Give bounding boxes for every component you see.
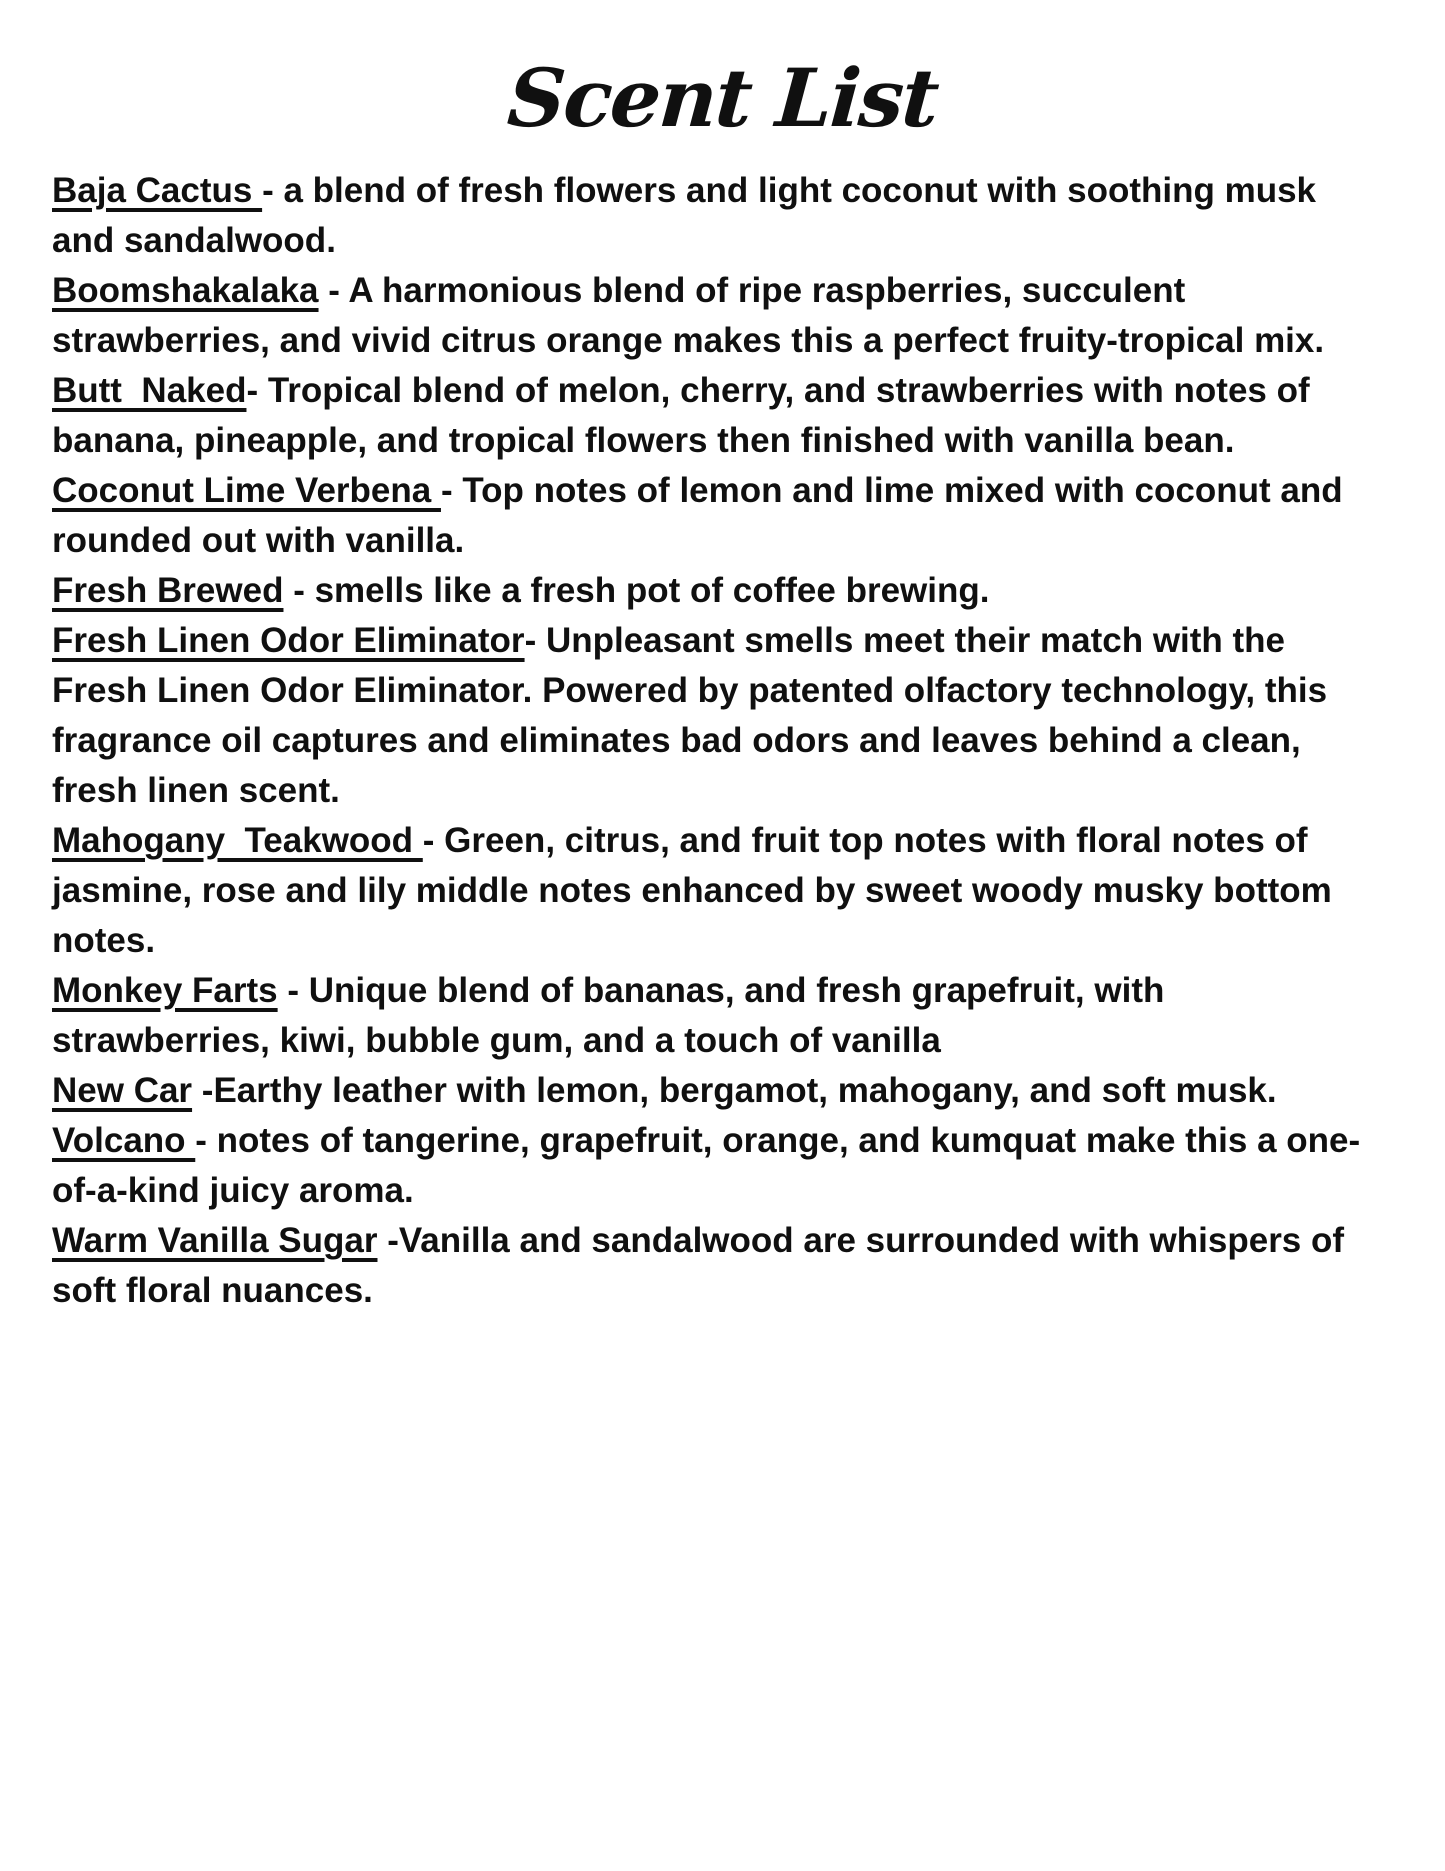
scent-name: Volcano (52, 1121, 196, 1160)
scent-entry (52, 1216, 1382, 1316)
scent-entry (52, 366, 1382, 466)
scent-description: - Unique blend of bananas, and fresh grapefruit, with strawberries, kiwi, bubble gum, and a touch of vanilla (52, 971, 1175, 1060)
scent-name: New Car (52, 1071, 193, 1110)
scent-description: - Top notes of lemon and lime mixed with coconut and rounded out with vanilla. (52, 471, 1353, 560)
scent-entry (52, 1066, 1382, 1116)
scent-entry (52, 166, 1382, 266)
scent-entry (52, 816, 1382, 966)
scent-description: - Green, citrus, and fruit top notes with floral notes of jasmine, rose and lily middle notes enhanced by sweet woody musky bottom notes. (52, 821, 1342, 960)
scent-name: Boomshakalaka (52, 271, 319, 310)
scent-description: - Tropical blend of melon, cherry, and strawberries with notes of banana, pineapple, and tropical flowers then finished with vanilla bean. (52, 371, 1320, 460)
scent-description: -Vanilla and sandalwood are surrounded with whispers of soft floral nuances. (52, 1221, 1354, 1310)
scent-entry (52, 266, 1382, 366)
scent-name: Fresh Brewed (52, 571, 284, 610)
scent-entry (52, 966, 1382, 1066)
scent-name: Baja Cactus (52, 171, 263, 210)
scent-name: Warm Vanilla Sugar (52, 1221, 378, 1260)
scent-name: Fresh Linen Odor Eliminator (52, 621, 525, 660)
scent-entry (52, 566, 1382, 616)
scent-entry (52, 616, 1382, 816)
scent-description: - smells like a fresh pot of coffee brewing. (283, 571, 990, 610)
scent-name: Coconut Lime Verbena (52, 471, 441, 510)
scent-description: - notes of tangerine, grapefruit, orange, and kumquat make this a one-of-a-kind juicy aroma. (52, 1121, 1361, 1210)
scent-entry (52, 1116, 1382, 1216)
scent-description: - a blend of fresh flowers and light coconut with soothing musk and sandalwood. (52, 171, 1326, 260)
page-title: Scent List (504, 51, 941, 145)
scent-description: - Unpleasant smells meet their match with the Fresh Linen Odor Eliminator. Powered by patented olfactory technology, this fragrance oil captures and eliminates bad odors and leaves behind a clean, fresh linen scent. (52, 621, 1337, 810)
scent-list (52, 166, 1382, 1316)
scent-name: Butt Naked (52, 371, 247, 410)
scent-entry (52, 466, 1382, 566)
scent-description: - A harmonious blend of ripe raspberries, succulent strawberries, and vivid citrus orange makes this a perfect fruity-tropical mix. (52, 271, 1325, 360)
scent-name: Monkey Farts (52, 971, 278, 1010)
scent-description: -Earthy leather with lemon, bergamot, mahogany, and soft musk. (192, 1071, 1277, 1110)
scent-name: Mahogany Teakwood (52, 821, 423, 860)
